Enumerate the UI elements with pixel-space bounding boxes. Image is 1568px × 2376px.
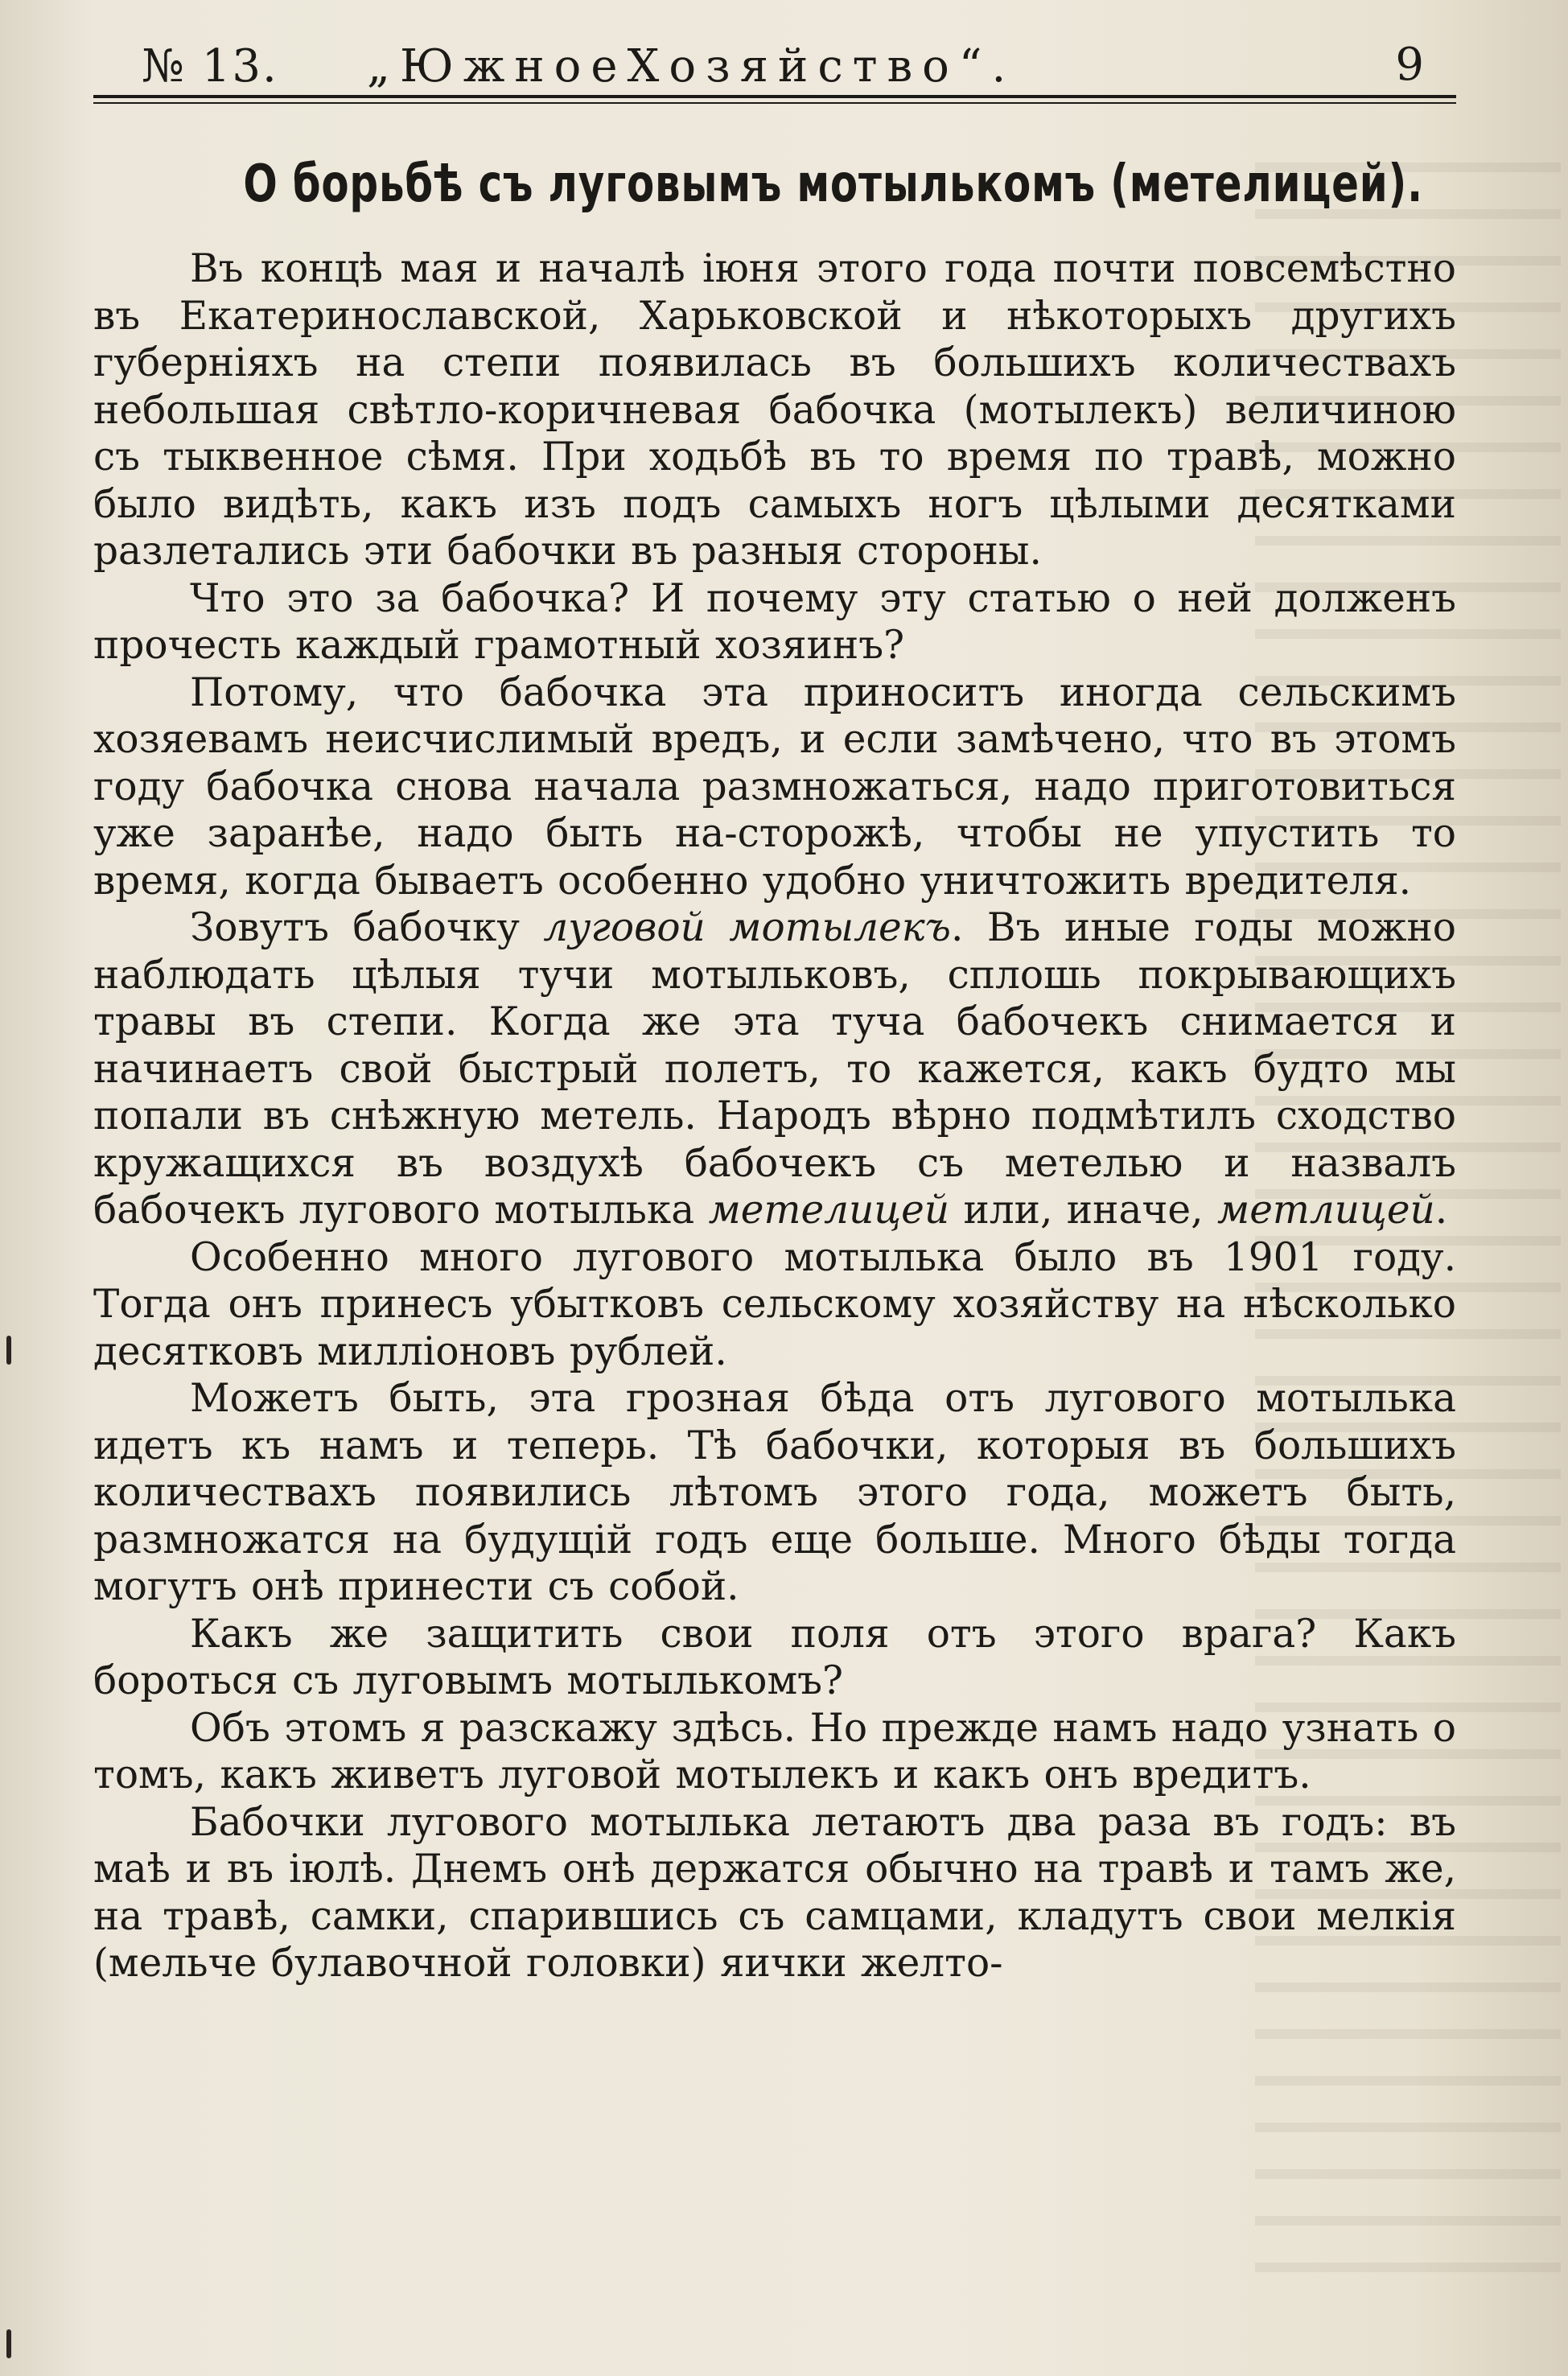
- paragraph: [93, 575, 1456, 669]
- running-header: [93, 35, 1456, 92]
- paragraph: [93, 1234, 1456, 1376]
- paragraph: [93, 1705, 1456, 1799]
- paragraph: [93, 904, 1456, 1234]
- header-rule-thick: [93, 95, 1456, 98]
- paragraph: [93, 1799, 1456, 1987]
- journal-title: „ЮжноеХозяйство“.: [367, 40, 1016, 93]
- paragraph: [93, 669, 1456, 905]
- paragraph: [93, 245, 1456, 575]
- italic-term: метлицей: [1216, 1188, 1435, 1233]
- margin-mark: [6, 2329, 11, 2358]
- text-run: . Въ иные годы можно наблюдать цѣлыя тучи мотыльковъ, сплошь покрывающихъ травы въ степи. Когда же эта туча бабочекъ снимается и начинаетъ свой быстрый полетъ, то кажется, какъ будто мы попали въ снѣжную метель. Народъ вѣрно подмѣтилъ сходство кружащихся въ воздухѣ бабочекъ съ метелью и назвалъ бабочекъ лугового мотылька: [93, 905, 1456, 1233]
- paragraph: [93, 1375, 1456, 1611]
- text-run: Особенно много лугового мотылька было въ 1901 году. Тогда онъ принесъ убытковъ сельскому хозяйству на нѣсколько десятковъ милліоновъ рублей.: [93, 1234, 1456, 1374]
- article-body: [93, 245, 1456, 1987]
- margin-mark: [6, 1336, 11, 1365]
- text-run: Потому, что бабочка эта приноситъ иногда сельскимъ хозяевамъ неисчислимый вредъ, и если замѣчено, что въ этомъ году бабочка снова начала размножаться, надо приготовиться уже заранѣе, надо быть на-сторожѣ, чтобы не упустить то время, когда бываетъ особенно удобно уничтожить вредителя.: [93, 669, 1456, 904]
- issue-number: № 13.: [142, 40, 278, 93]
- text-run: или, иначе,: [949, 1188, 1217, 1233]
- article-title: О борьбѣ съ луговымъ мотылькомъ (метелицей).: [243, 154, 1423, 214]
- text-run: .: [1434, 1188, 1448, 1233]
- text-run: Объ этомъ я разскажу здѣсь. Но прежде намъ надо узнать о томъ, какъ живетъ луговой мотылекъ и какъ онъ вредитъ.: [93, 1705, 1456, 1797]
- text-run: Можетъ быть, эта грозная бѣда отъ лугового мотылька идетъ къ намъ и теперь. Тѣ бабочки, которыя въ большихъ количествахъ появились лѣтомъ этого года, можетъ быть, размножатся на будущій годъ еще больше. Много бѣды тогда могутъ онѣ принести съ собой.: [93, 1376, 1456, 1609]
- italic-term: луговой мотылекъ: [543, 905, 952, 950]
- text-run: Зовутъ бабочку: [190, 905, 544, 950]
- text-run: Бабочки лугового мотылька летаютъ два раза въ годъ: въ маѣ и въ іюлѣ. Днемъ онѣ держатся обычно на травѣ и тамъ же, на травѣ, самки, спарившись съ самцами, кладутъ свои мелкія (мельче булавочной головки) яички желто-: [93, 1799, 1456, 1986]
- text-run: Что это за бабочка? И почему эту статью о ней долженъ прочесть каждый грамотный хозяинъ?: [93, 575, 1456, 668]
- page-number: 9: [1395, 39, 1424, 91]
- paragraph: [93, 1611, 1456, 1705]
- text-run: Какъ же защитить свои поля отъ этого врага? Какъ бороться съ луговымъ мотылькомъ?: [93, 1611, 1456, 1703]
- italic-term: метелицей: [708, 1188, 950, 1233]
- header-rule-thin: [93, 102, 1456, 104]
- text-run: Въ концѣ мая и началѣ іюня этого года почти повсемѣстно въ Екатеринославской, Харьковской и нѣкоторыхъ другихъ губерніяхъ на степи появилась въ большихъ количествахъ небольшая свѣтло-коричневая бабочка (мотылекъ) величиною съ тыквенное сѣмя. При ходьбѣ въ то время по травѣ, можно было видѣть, какъ изъ подъ самыхъ ногъ цѣлыми десятками разлетались эти бабочки въ разныя стороны.: [93, 246, 1456, 574]
